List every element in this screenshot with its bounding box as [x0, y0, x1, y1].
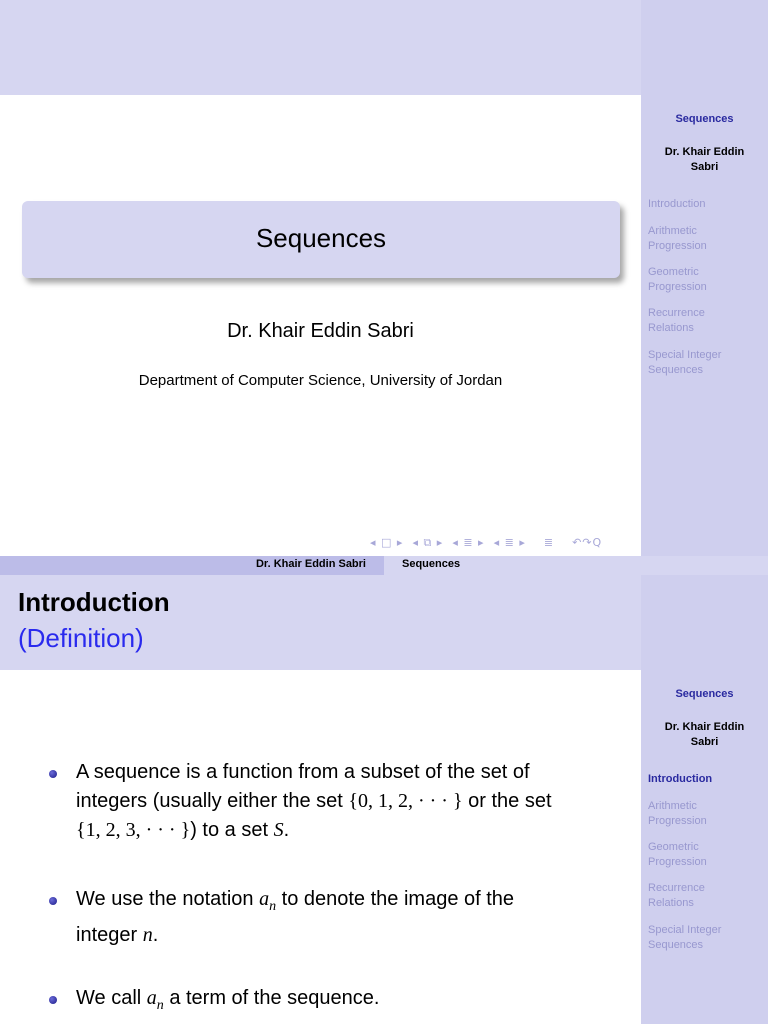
- sidebar-item-geometric-progression[interactable]: [648, 265, 766, 295]
- footline-title-box: [384, 556, 768, 575]
- sidebar-item-special-integer-sequences[interactable]: [648, 348, 766, 378]
- footline: [0, 556, 768, 575]
- nav-search-icon[interactable]: ↶↷Q: [572, 536, 603, 549]
- sidebar: [641, 0, 768, 556]
- bullet-line: to denote the image of the: [276, 888, 515, 910]
- footline-author-box: [0, 556, 384, 575]
- sidebar-item-recurrence-relations[interactable]: [648, 306, 766, 336]
- sidebar-item-label: Relations: [648, 897, 694, 909]
- bullet-icon: [49, 897, 57, 905]
- frame-title-band: [0, 575, 641, 670]
- nav-subsection-icon[interactable]: ◂ ≣ ▸: [452, 536, 485, 549]
- sidebar-item-introduction[interactable]: [648, 772, 766, 787]
- sidebar-item-label: Relations: [648, 322, 694, 334]
- sidebar-item-introduction[interactable]: [648, 197, 766, 212]
- slide-title: Sequences: [255, 223, 387, 253]
- sidebar-item-label: Special Integer: [648, 349, 722, 361]
- bullet-line: A sequence is a function from a subset of the set of: [76, 761, 530, 783]
- bullet-line: or the set: [462, 790, 552, 812]
- math-variable: n: [142, 924, 153, 946]
- bullet-line: We call: [76, 987, 147, 1009]
- introduction-slide: [0, 575, 768, 1024]
- sidebar-item-label: Sequences: [648, 939, 704, 951]
- sidebar-item-label: Introduction: [648, 773, 713, 785]
- sidebar-item-label: Arithmetic: [648, 225, 697, 237]
- sidebar-item-label: Geometric: [648, 266, 699, 278]
- math-set: {1, 2, 3, · · · }: [76, 819, 191, 841]
- sidebar-item-label: Progression: [648, 815, 707, 827]
- bullet-line: .: [152, 924, 159, 946]
- sidebar-author-line: Dr. Khair Eddin: [664, 721, 745, 733]
- sidebar-item-special-integer-sequences[interactable]: [648, 923, 766, 953]
- frame-subtitle: (Definition): [18, 623, 144, 653]
- bullet-line: a term of the sequence.: [163, 987, 380, 1009]
- sidebar-item-arithmetic-progression[interactable]: [648, 224, 766, 254]
- nav-frame-icon[interactable]: ◂ ⧉ ▸: [412, 536, 444, 549]
- nav-slide-icon[interactable]: ◂ □ ▸: [370, 536, 404, 549]
- sidebar-author-line: Sabri: [690, 736, 719, 748]
- math-variable: S: [273, 819, 284, 841]
- sidebar-item-label: Recurrence: [648, 882, 705, 894]
- sidebar: [641, 575, 768, 1024]
- nav-document-icon[interactable]: ≣: [543, 536, 555, 549]
- sidebar-item-label: Sequences: [648, 364, 704, 376]
- bullet-icon: [49, 770, 57, 778]
- sidebar-title[interactable]: Sequences: [675, 113, 734, 125]
- author-name: Dr. Khair Eddin Sabri: [227, 320, 414, 342]
- bullet-text: [76, 758, 616, 845]
- sidebar-item-label: Recurrence: [648, 307, 705, 319]
- math-subscript: n: [269, 899, 277, 914]
- footline-author: Dr. Khair Eddin Sabri: [255, 558, 366, 570]
- sidebar-item-label: Arithmetic: [648, 800, 697, 812]
- sidebar-item-geometric-progression[interactable]: [648, 840, 766, 870]
- bullet-line: integer: [76, 924, 143, 946]
- frame-title: Introduction: [18, 587, 170, 617]
- title-box: [22, 201, 620, 278]
- bullet-line: ) to a set: [190, 819, 274, 841]
- sidebar-item-recurrence-relations[interactable]: [648, 881, 766, 911]
- sidebar-author-line: Sabri: [690, 161, 719, 173]
- sidebar-item-label: Progression: [648, 281, 707, 293]
- sidebar-author: [641, 720, 768, 750]
- nav-section-icon[interactable]: ◂ ≣ ▸: [493, 536, 526, 549]
- bullet-line: .: [283, 819, 290, 841]
- footline-title: Sequences: [402, 558, 461, 570]
- math-subscript: n: [156, 998, 164, 1013]
- header-band: [0, 0, 641, 95]
- bullet-icon: [49, 996, 57, 1004]
- sidebar-author: [641, 145, 768, 175]
- navigation-symbols: [370, 536, 602, 550]
- math-set: {0, 1, 2, · · · }: [348, 790, 463, 812]
- bullet-line: integers (usually either the set: [76, 790, 349, 812]
- sidebar-item-label: Special Integer: [648, 924, 722, 936]
- math-variable: a: [146, 987, 157, 1009]
- institute-name: Department of Computer Science, University of Jordan: [138, 372, 503, 389]
- math-variable: a: [259, 888, 270, 910]
- sidebar-item-arithmetic-progression[interactable]: [648, 799, 766, 829]
- bullet-text: [76, 984, 616, 1020]
- bullet-line: We use the notation: [76, 888, 260, 910]
- sidebar-item-label: Introduction: [648, 198, 706, 210]
- sidebar-item-label: Progression: [648, 856, 707, 868]
- sidebar-author-line: Dr. Khair Eddin: [664, 146, 745, 158]
- bullet-text: [76, 885, 616, 950]
- sidebar-item-label: Progression: [648, 240, 707, 252]
- sidebar-title[interactable]: Sequences: [675, 688, 734, 700]
- sidebar-item-label: Geometric: [648, 841, 699, 853]
